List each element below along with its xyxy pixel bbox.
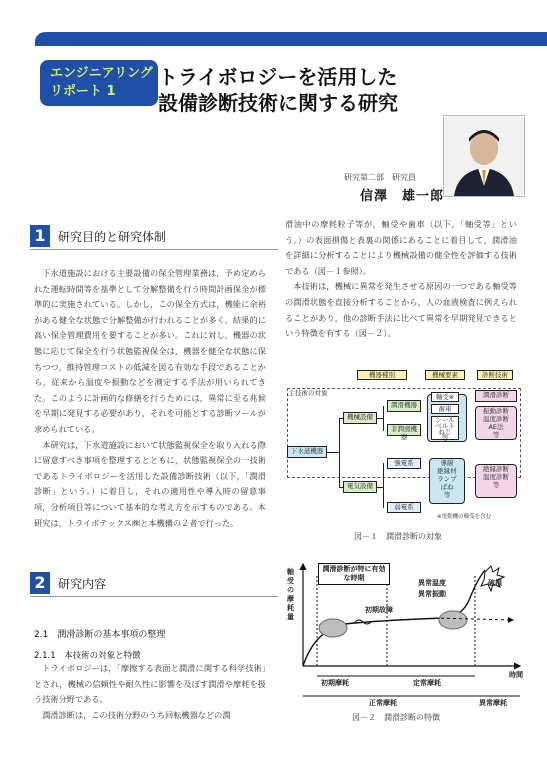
initial-wear-label: 初期摩耗 bbox=[321, 679, 349, 687]
non-lubricated-equipment-node: 非潤滑機器 bbox=[387, 424, 421, 436]
header-bar bbox=[35, 32, 547, 46]
damage-label: 破損 bbox=[488, 579, 502, 587]
figure2-caption: 図－２ 潤滑診断の特徴 bbox=[352, 713, 440, 722]
section2-paragraph: トライボロジーは，「摩擦する表面と潤滑に関する科学技術」とされ，機械の信頼性や耐久性に影響を及ぼす潤滑や摩耗を扱う技術分野である。 bbox=[34, 663, 266, 705]
figure1-note: ※電動機の軸受を含む bbox=[437, 514, 492, 520]
section2-paragraph: 潤滑診断は，この技術分野のうち回転機器などの潤 bbox=[42, 709, 231, 720]
x-axis-label: 時間 bbox=[509, 671, 523, 679]
weak-current-node: 弱電系 bbox=[387, 502, 421, 513]
subsection-2-1-1: 2.1.1 本技術の対象と特徴 bbox=[34, 651, 141, 661]
person-icon bbox=[444, 116, 524, 196]
figure1-caption: 図－１ 潤滑診断の対象 bbox=[354, 532, 442, 541]
vibration-diagnosis-node: 振動診断 温度診断 AE法 等 bbox=[475, 406, 517, 440]
figure1-diagram bbox=[285, 368, 520, 523]
section1-paragraph: 下水道施設における主要設備の保全管理業務は，予め定められた運転時間等を基準として分解整備を行う時間計画保全が標準的に実施されている。しかし，この保全方式は，機能に余裕がある健全な状態で分解整備が行われることが多く，結果的に高い保全管理費用を要することが多い。これに対し，機器の状態に応じて保全を行う状態監視保全は，機器を健全な状態に保ちつつ，維持管理コストの低減を図る有効な手段であることから，従来から温度や振動などを測定する手法が用いられてきた。このように計画的な修繕を行うためには，異常に至る兆候を早期に発見する必要があり，それを可能とする診断ツールが求められている。 bbox=[34, 268, 266, 434]
section2-body bbox=[34, 661, 266, 723]
column2-paragraph: 本技術は，機械に異常を発生させる原因の一つである軸受等の潤滑状態を直接分析することから，人の血液検査に例えられることがあり，他の診断手法に比べて異常を早期発見できるという特徴を有する（図－２）。 bbox=[285, 281, 517, 339]
heavy-current-node: 強電系 bbox=[387, 458, 421, 469]
gear-node: 歯車 bbox=[431, 404, 459, 414]
section1-paragraph: 本研究は，下水道施設において状態監視保全を取り入れる際に留意すべき事項を整理するとともに，状態監視保全の一技術であるトライボロジーを活用した設備診断技術（以下，「潤滑診断」という。）に着目し，それの適用性や導入時の留意事項，分析項目等について基本的な考え方を示すものである。本研究は，トライボテックス㈱と本機構の２者で行った。 bbox=[34, 439, 266, 528]
section1-body bbox=[34, 266, 266, 531]
seal-belt-node: シール ベルト ねじ 等 bbox=[431, 416, 459, 440]
author-photo bbox=[443, 115, 525, 197]
abnormal-temp-label: 異常温度 bbox=[418, 579, 446, 587]
steady-wear-label: 定常摩耗 bbox=[413, 679, 441, 687]
header-device-type: 機器種別 bbox=[357, 370, 407, 380]
title-line1: トライボロジーを活用した bbox=[158, 65, 398, 89]
section2-title: 研究内容 bbox=[58, 577, 107, 591]
initial-failure-label: 初期故障 bbox=[365, 606, 393, 614]
bearing-node: 軸受※ bbox=[431, 392, 459, 402]
column2-paragraph: 滑油中の摩耗粒子等が，軸受や歯車（以下，「軸受等」という。）の表面損傷と表裏の関係にあることに着目して，潤滑油を詳細に分析することにより機械設備の健全性を評価する技術である（図－１参照）。 bbox=[285, 219, 517, 276]
section1-title: 研究目的と研究体制 bbox=[58, 230, 167, 244]
electrical-equipment-node: 電気設備 bbox=[343, 481, 377, 493]
normal-wear-label: 正常摩耗 bbox=[369, 699, 397, 707]
subsection-2-1: 2.1 潤滑診断の基本事項の整理 bbox=[34, 630, 166, 640]
y-axis-label: 軸受の摩耗量 bbox=[287, 568, 294, 621]
figure2-diagram bbox=[285, 558, 525, 708]
report-tag-line2: リポート 1 bbox=[50, 84, 116, 99]
report-tag bbox=[40, 60, 158, 106]
report-tag-line1: エンジニアリング bbox=[50, 66, 153, 81]
target-label: 主技術の対象 bbox=[288, 389, 328, 397]
header-machine-element: 機械要素 bbox=[425, 370, 465, 380]
author-name: 信澤 雄一郎 bbox=[360, 189, 445, 204]
section1-heading bbox=[30, 225, 278, 250]
lubricated-equipment-node: 潤滑機器 bbox=[387, 400, 421, 412]
lubrication-diagnosis-node: 潤滑診断 bbox=[475, 390, 517, 402]
abnormal-wear-label: 異常摩耗 bbox=[479, 699, 507, 707]
mechanical-equipment-node: 機械設備 bbox=[343, 412, 377, 424]
column2-body bbox=[285, 217, 517, 342]
insulation-diagnosis-node: 絶縁診断 温度診断 等 bbox=[475, 464, 517, 498]
section2-heading bbox=[30, 572, 278, 597]
callout-effective-period: 潤滑診断が特に有効な時期 bbox=[318, 563, 390, 585]
electric-elements-node: 導線 絶縁材 ランプ ばね 等 bbox=[429, 458, 465, 504]
abnormal-vibration-label: 異常振動 bbox=[418, 590, 446, 598]
header-diagnosis-tech: 診断技術 bbox=[477, 370, 513, 380]
section1-number: 1 bbox=[30, 225, 50, 247]
sewer-equipment-node: 下水道機器 bbox=[287, 446, 327, 458]
page-title bbox=[158, 64, 458, 116]
section2-number: 2 bbox=[30, 572, 50, 594]
author-role: 研究第二部 研究員 bbox=[344, 173, 416, 182]
title-line2: 設備診断技術に関する研究 bbox=[158, 91, 398, 115]
